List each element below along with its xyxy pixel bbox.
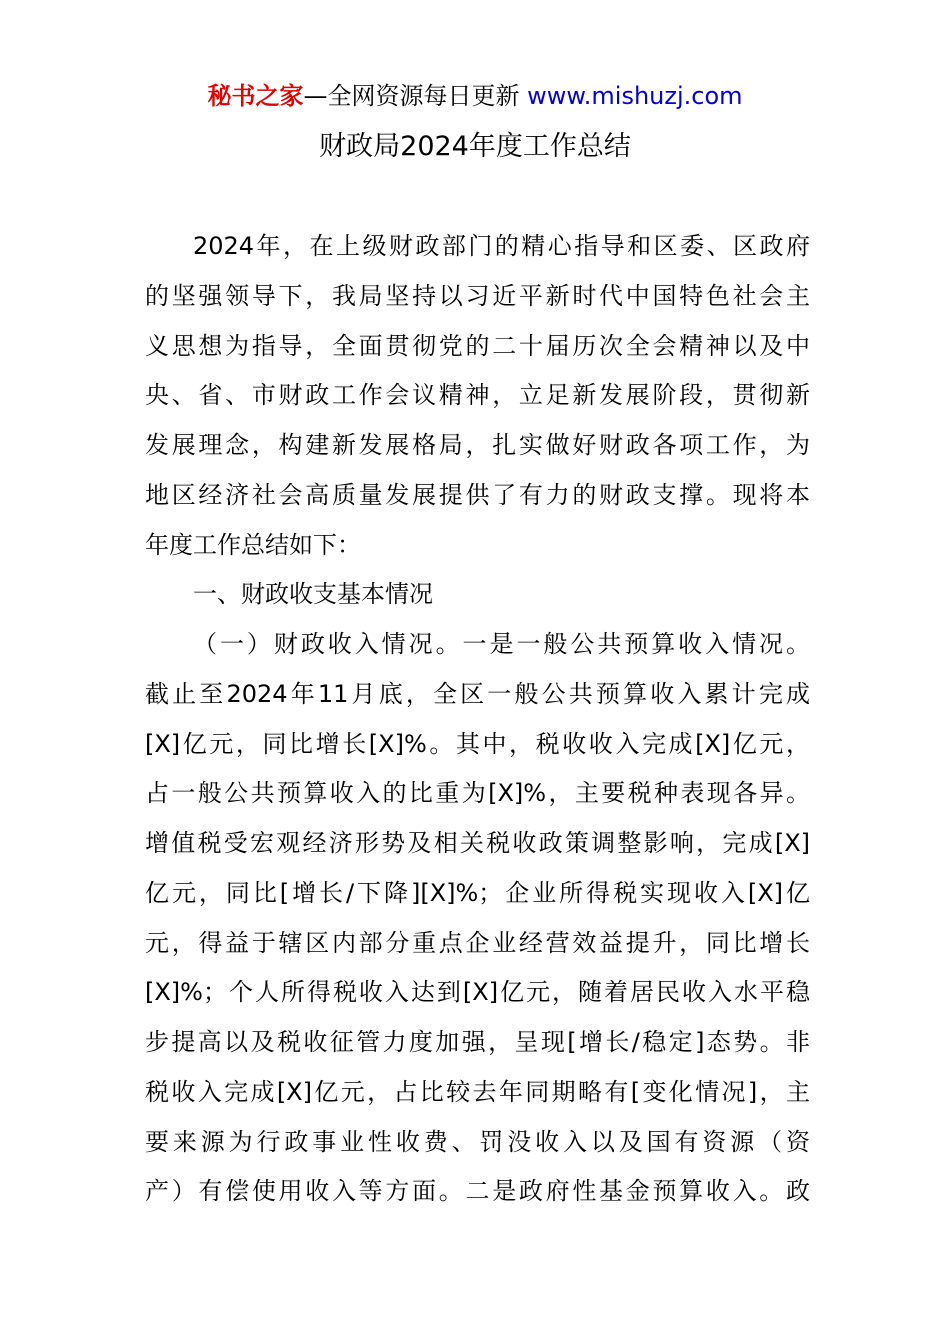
paragraph-line: 占一般公共预算收入的比重为[X]%，主要税种表现各异。 <box>145 779 810 808</box>
paragraph-line: 央、省、市财政工作会议精神，立足新发展阶段，贯彻新 <box>145 381 810 410</box>
paragraph-line: 年度工作总结如下： <box>145 530 361 559</box>
paragraph-line: [X]亿元，同比增长[X]%。其中，税收收入完成[X]亿元， <box>145 729 810 758</box>
site-url-link[interactable]: www.mishuzj.com <box>527 82 743 110</box>
paragraph-line: 步提高以及税收征管力度加强，呈现[增长/稳定]态势。非 <box>145 1028 810 1056</box>
paragraph-line: 要来源为行政事业性收费、罚没收入以及国有资源（资 <box>145 1127 810 1156</box>
section-heading: 一、财政收支基本情况 <box>193 580 433 609</box>
paragraph-line: 的坚强领导下，我局坚持以习近平新时代中国特色社会主 <box>145 281 810 310</box>
paragraph-line: [X]%；个人所得税收入达到[X]亿元，随着居民收入水平稳 <box>145 978 810 1007</box>
paragraph-line: 地区经济社会高质量发展提供了有力的财政支撑。现将本 <box>145 480 810 509</box>
paragraph-line: （一）财政收入情况。一是一般公共预算收入情况。 <box>193 630 810 658</box>
paragraph-line: 税收入完成[X]亿元，占比较去年同期略有[变化情况]，主 <box>145 1077 810 1106</box>
paragraph-line: 发展理念，构建新发展格局，扎实做好财政各项工作，为 <box>145 431 810 459</box>
site-header <box>0 80 950 112</box>
paragraph-line: 截止至2024年11月底，全区一般公共预算收入累计完成 <box>145 679 810 708</box>
paragraph-line: 亿元，同比[增长/下降][X]%；企业所得税实现收入[X]亿 <box>145 878 810 907</box>
site-tagline: —全网资源每日更新 <box>303 82 520 110</box>
site-brand: 秘书之家 <box>207 82 304 110</box>
document-title: 财政局2024年度工作总结 <box>319 131 631 162</box>
paragraph-line: 义思想为指导，全面贯彻党的二十届历次全会精神以及中 <box>145 331 810 360</box>
document-body <box>145 226 810 1221</box>
paragraph-line: 增值税受宏观经济形势及相关税收政策调整影响，完成[X] <box>145 829 810 857</box>
paragraph-line: 元，得益于辖区内部分重点企业经营效益提升，同比增长 <box>145 928 810 957</box>
paragraph-line: 2024年，在上级财政部门的精心指导和区委、区政府 <box>193 232 810 260</box>
paragraph-line: 产）有偿使用收入等方面。二是政府性基金预算收入。政 <box>145 1177 810 1206</box>
